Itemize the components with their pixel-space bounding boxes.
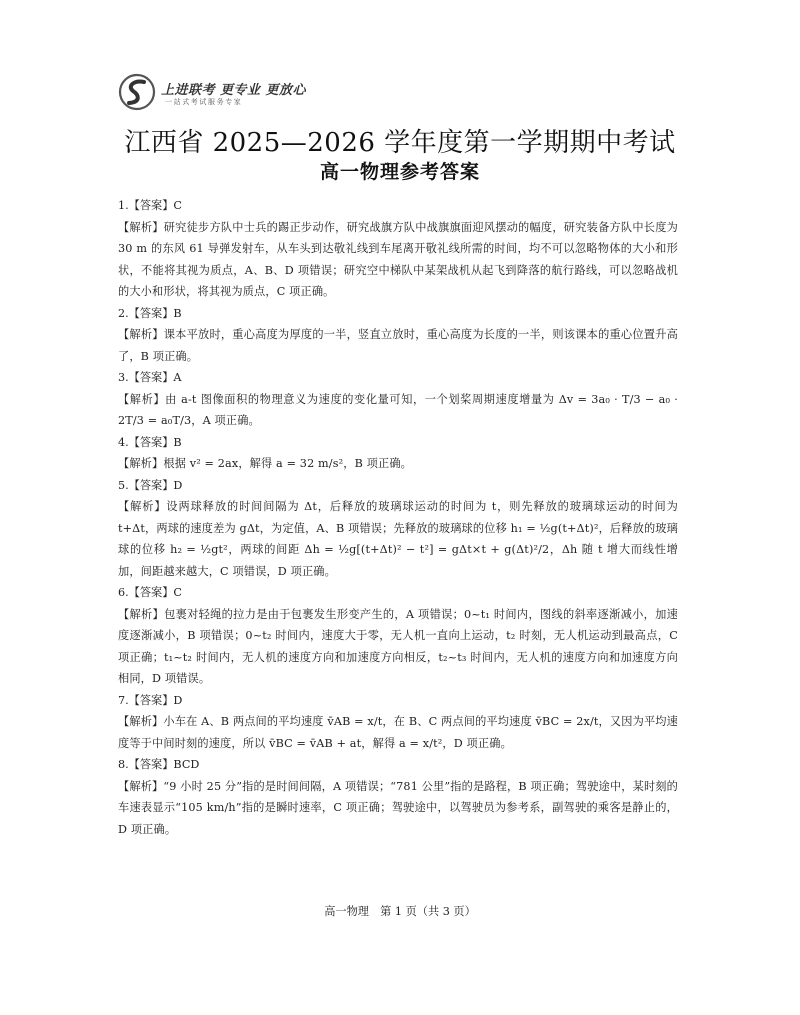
- answer-label: 2.【答案】B: [118, 306, 182, 320]
- answer-label: 6.【答案】C: [118, 586, 182, 599]
- answer-item: [118, 475, 678, 583]
- answer-item: [118, 582, 678, 690]
- answer-label: 7.【答案】D: [118, 693, 183, 707]
- logo-mark-icon: [117, 72, 157, 112]
- answer-item: [118, 195, 678, 303]
- answer-explanation: 【解析】“9 小时 25 分”指的是时间间隔，A 项错误；“781 公里”指的是路程，B 项正确；驾驶途中，某时刻的车速表显示“105 km/h”指的是瞬时速率，C 项正确；驾驶途中，以驾驶员为参考系，副驾驶的乘客是静止的，D 项正确。: [118, 779, 678, 836]
- answer-item: [118, 303, 678, 368]
- answer-item: [118, 754, 678, 840]
- answer-item: [118, 432, 678, 475]
- answer-explanation: 【解析】小车在 A、B 两点间的平均速度 v̄AB = x/t，在 B、C 两点间的平均速度 v̄BC = 2x/t，又因为平均速度等于中间时刻的速度，所以 v̄BC = v̄AB + at，解得 a = x/t²，D 项正确。: [118, 715, 678, 750]
- answer-label: 4.【答案】B: [118, 435, 182, 449]
- logo-slogan: 上进联考 更专业 更放心: [161, 83, 307, 98]
- answer-item: [118, 367, 678, 432]
- answer-label: 8.【答案】BCD: [118, 758, 200, 771]
- page-subtitle: 高一物理参考答案: [319, 161, 480, 183]
- answer-item: [118, 690, 678, 755]
- answer-explanation: 【解析】课本平放时，重心高度为厚度的一半，竖直立放时，重心高度为长度的一半，则该课本的重心位置升高了，B 项正确。: [118, 328, 678, 363]
- logo-tagline: 一站式考试服务专家: [165, 98, 243, 106]
- answer-explanation: 【解析】根据 v² = 2ax，解得 a = 32 m/s²，B 项正确。: [118, 457, 413, 470]
- page-footer: 高一物理 第 1 页（共 3 页）: [324, 905, 476, 918]
- answer-explanation: 【解析】由 a-t 图像面积的物理意义为速度的变化量可知，一个划桨周期速度增量为 Δv = 3a₀ · T/3 − a₀ · 2T/3 = a₀T/3，A 项正确。: [118, 392, 678, 427]
- answer-label: 5.【答案】D: [118, 478, 183, 492]
- answer-explanation: 【解析】设两球释放的时间间隔为 Δt，后释放的玻璃球运动的时间为 t，则先释放的玻璃球运动的时间为 t+Δt，两球的速度差为 gΔt，为定值，A、B 项错误；先释放的玻璃球的位移 h₁ = ½g(t+Δt)²，后释放的玻璃球的位移 h₂ = ½gt²，两球的间距 Δh = ½g[(t+Δt)² − t²] = gΔt×t + g(Δt)²/2，Δh 随 t 增大而线性增加，间距越来越大，C 项错误，D 项正确。: [118, 500, 678, 578]
- answer-explanation: 【解析】研究徒步方队中士兵的踢正步动作，研究战旗方队中战旗旗面迎风摆动的幅度，研究装备方队中长度为 30 m 的东风 61 导弹发射车，从车头到达敬礼线到车尾离开敬礼线所需的时间，均不可以忽略物体的大小和形状，不能将其视为质点，A、B、D 项错误；研究空中梯队中某架战机从起飞到降落的航行路线，可以忽略战机的大小和形状，将其视为质点，C 项正确。: [118, 220, 678, 298]
- answer-list: [118, 195, 678, 840]
- answer-explanation: 【解析】包裹对轻绳的拉力是由于包裹发生形变产生的，A 项错误；0~t₁ 时间内，图线的斜率逐渐减小，加速度逐渐减小，B 项错误；0~t₂ 时间内，速度大于零，无人机一直向上运动，t₂ 时刻，无人机运动到最高点，C 项正确；t₁~t₂ 时间内，无人机的速度方向和加速度方向相反，t₂~t₃ 时间内，无人机的速度方向和加速度方向相同，D 项错误。: [118, 607, 678, 685]
- page-title: 江西省 2025—2026 学年度第一学期期中考试: [124, 128, 676, 158]
- answer-label: 3.【答案】A: [118, 371, 182, 384]
- answer-label: 1.【答案】C: [118, 199, 182, 212]
- brand-logo: [117, 72, 307, 112]
